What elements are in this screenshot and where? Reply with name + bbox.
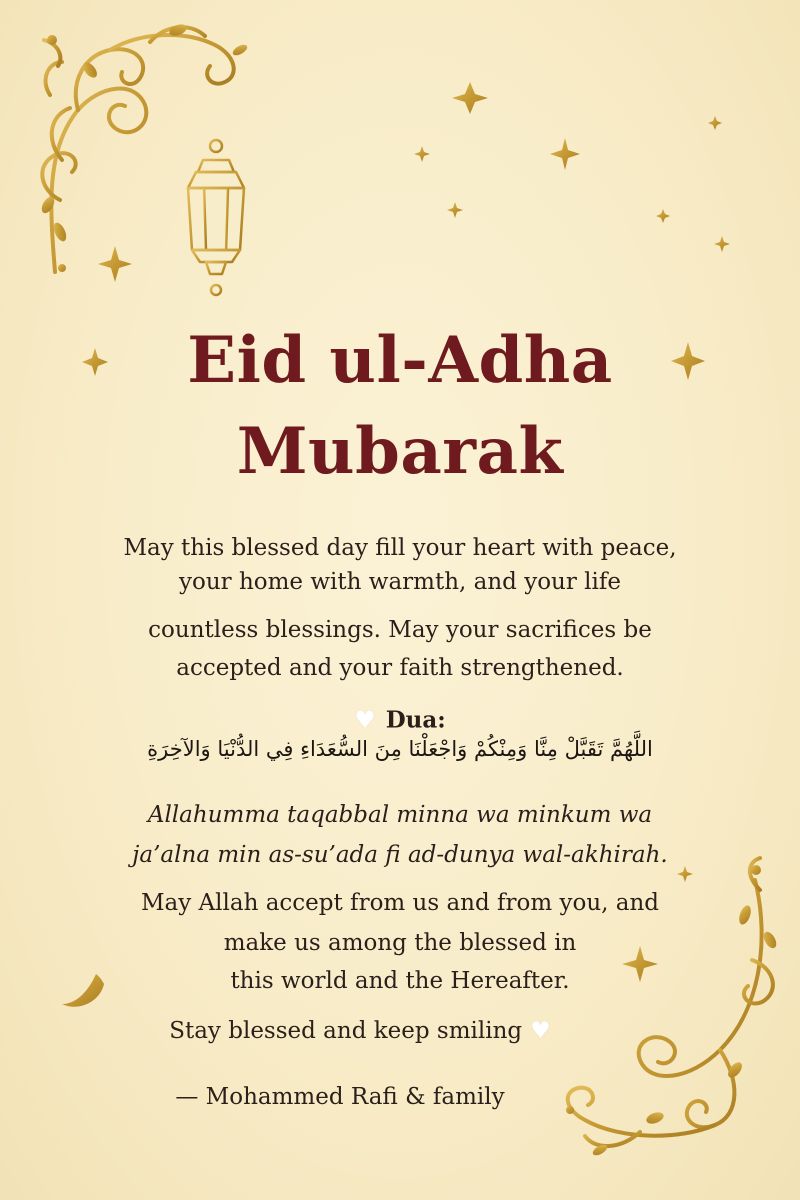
closing-text: Stay blessed and keep smiling bbox=[169, 1018, 523, 1044]
message-line-3: countless blessings. May your sacrifices be bbox=[148, 617, 652, 643]
signature: — Mohammed Rafi & family bbox=[175, 1084, 505, 1110]
message-line-1: May this blessed day fill your heart with peace, bbox=[123, 535, 677, 561]
heart-icon: ♥ bbox=[354, 706, 376, 734]
floral-leaves-top-left bbox=[39, 22, 249, 272]
star-icon bbox=[656, 209, 670, 223]
star-icon bbox=[708, 116, 722, 130]
translation-line-3: this world and the Hereafter. bbox=[230, 968, 570, 994]
star-icon bbox=[714, 236, 730, 252]
message-line-2: your home with warmth, and your life bbox=[179, 569, 621, 595]
star-icon bbox=[452, 82, 488, 114]
lantern-icon bbox=[188, 38, 244, 295]
star-icon bbox=[447, 202, 463, 218]
message-line-4: accepted and your faith strengthened. bbox=[176, 655, 624, 681]
dua-label: Dua: bbox=[385, 706, 446, 734]
translation-line-1: May Allah accept from us and from you, and bbox=[140, 890, 660, 916]
title-line-1: Eid ul-Adha bbox=[187, 323, 613, 398]
star-icon bbox=[550, 138, 580, 170]
dua-arabic-text: اللَّهُمَّ تَقَبَّلْ مِنَّا وَمِنْكُمْ وَاجْعَلْنَا مِنَ السُّعَدَاءِ فِي الدُّنْيَا وَالآخِرَةِ bbox=[147, 737, 653, 761]
translation-line-2: make us among the blessed in bbox=[223, 930, 577, 956]
heart-icon: ♥ bbox=[530, 1018, 551, 1044]
transliteration-line-2: ja’alna min as-su’ada fi ad-dunya wal-akhirah. bbox=[132, 842, 668, 868]
closing-line bbox=[0, 1018, 760, 1046]
transliteration-line-1: Allahumma taqabbal minna wa minkum wa bbox=[147, 802, 653, 828]
title-line-2: Mubarak bbox=[236, 414, 564, 489]
star-icon bbox=[414, 146, 430, 162]
star-icon bbox=[98, 246, 132, 282]
dua-heading bbox=[0, 706, 800, 734]
